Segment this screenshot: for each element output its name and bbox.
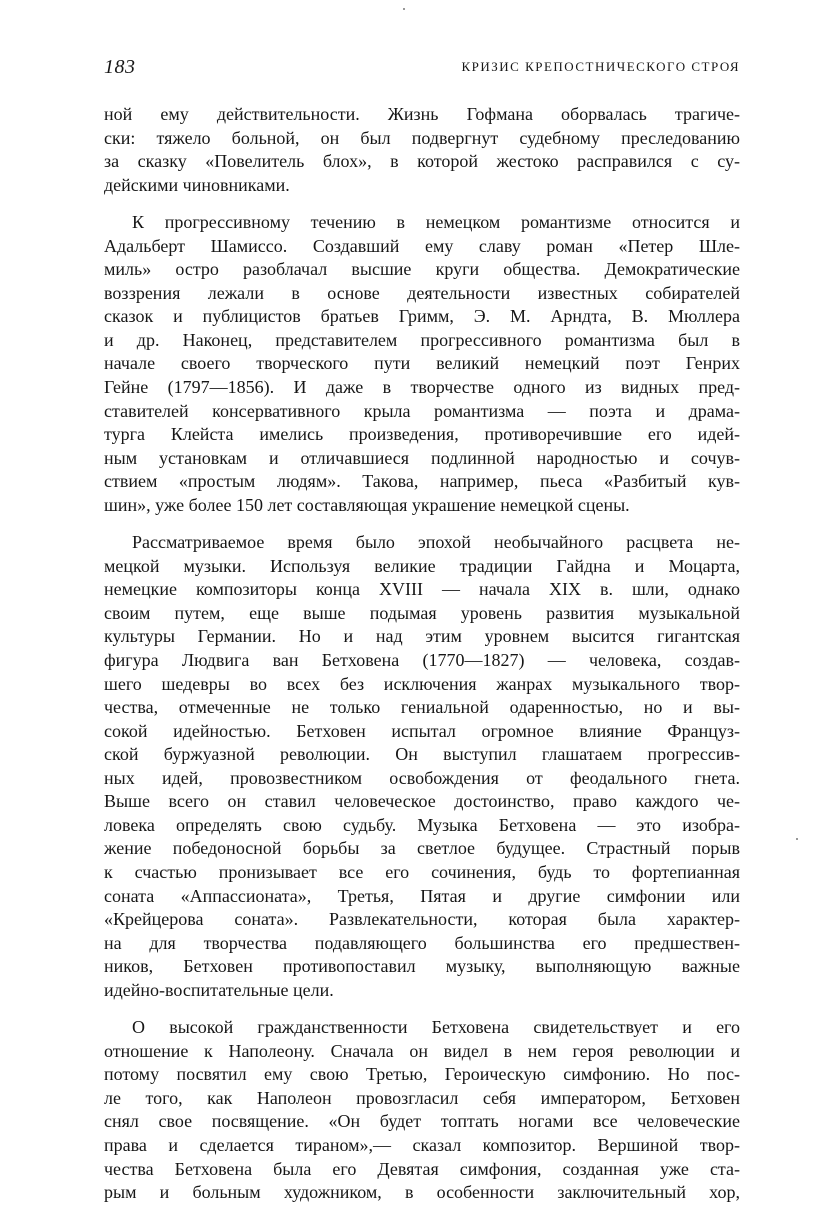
text-line: ной ему действительности. Жизнь Гофмана оборвалась трагиче- xyxy=(104,104,740,124)
text-line: идейно-воспитательные цели. xyxy=(104,979,334,1000)
text-line: ловека определять свою судьбу. Музыка Бетховена — это изобра- xyxy=(104,814,740,835)
text-line: шин», уже более 150 лет составляющая украшение немецкой сцены. xyxy=(104,494,630,515)
text-line: соната «Аппассионата», Третья, Пятая и другие симфонии или xyxy=(104,885,740,906)
text-line: и др. Наконец, представителем прогрессивного романтизма был в xyxy=(104,329,740,350)
text-line: К прогрессивному течению в немецком романтизме относится и xyxy=(132,212,740,233)
text-line: дейскими чиновниками. xyxy=(104,174,290,195)
text-line: снял свое посвящение. «Он будет топтать ногами все человеческие xyxy=(104,1111,740,1132)
text-line: потому посвятил ему свою Третью, Героическую симфонию. Но пос- xyxy=(104,1064,740,1085)
text-line: ле того, как Наполеон провозгласил себя императором, Бетховен xyxy=(104,1087,740,1108)
text-line: ской буржуазной революции. Он выступил глашатаем прогрессив- xyxy=(104,744,740,765)
text-line: воззрения лежали в основе деятельности известных собирателей xyxy=(104,282,740,303)
paragraph xyxy=(104,103,740,197)
scan-speck xyxy=(796,838,798,840)
text-line: Гейне (1797—1856). И даже в творчестве одного из видных пред- xyxy=(104,377,740,398)
text-line: сказок и публицистов братьев Гримм, Э. М. Арндта, В. Мюллера xyxy=(104,306,740,327)
text-line: рым и больным художником, в особенности заключительный хор, xyxy=(104,1182,740,1203)
text-line: мецкой музыки. Используя великие традиции Гайдна и Моцарта, xyxy=(104,555,740,576)
running-head xyxy=(104,56,740,80)
text-line: миль» остро разоблачал высшие круги общества. Демократические xyxy=(104,259,740,280)
text-line: чества Бетховена была его Девятая симфония, созданная уже ста- xyxy=(104,1158,740,1179)
paragraph-gap xyxy=(104,197,740,211)
text-line: культуры Германии. Но и над этим уровнем высится гигантская xyxy=(104,626,740,647)
text-line: ным установкам и отличавшиеся подлинной народностью и сочув- xyxy=(104,447,740,468)
text-line: права и сделается тираном»,— сказал композитор. Вершиной твор- xyxy=(104,1134,740,1155)
text-line: отношение к Наполеону. Сначала он видел в нем героя революции и xyxy=(104,1040,740,1061)
text-line: за сказку «Повелитель блох», в которой жестоко расправился с су- xyxy=(104,151,740,172)
text-line: турга Клейста имелись произведения, противоречившие его идей- xyxy=(104,424,740,445)
body-text xyxy=(104,103,740,1205)
scan-speck xyxy=(403,8,405,10)
text-line: своим путем, еще выше подымая уровень развития музыкальной xyxy=(104,602,740,623)
text-line: к счастью пронизывает все его сочинения, будь то фортепианная xyxy=(104,861,740,882)
text-line: ников, Бетховен противопоставил музыку, выполняющую важные xyxy=(104,956,740,977)
text-line: О высокой гражданственности Бетховена свидетельствует и его xyxy=(132,1017,740,1038)
text-line: «Крейцерова соната». Развлекательности, которая была характер- xyxy=(104,909,740,930)
text-line: сокой идейностью. Бетховен испытал огромное влияние Француз- xyxy=(104,720,740,741)
paragraph xyxy=(104,531,740,1002)
text-line: на для творчества подавляющего большинства его предшествен- xyxy=(104,932,740,953)
running-title: КРИЗИС КРЕПОСТНИЧЕСКОГО СТРОЯ xyxy=(461,59,740,74)
paragraph-gap xyxy=(104,1002,740,1016)
page-number: 183 xyxy=(104,56,136,78)
text-line: жение победоносной борьбы за светлое будущее. Страстный порыв xyxy=(104,838,740,859)
text-line: Рассматриваемое время было эпохой необычайного расцвета не- xyxy=(132,532,740,553)
text-line: ставителей консервативного крыла романтизма — поэта и драма- xyxy=(104,400,740,421)
text-line: Выше всего он ставил человеческое достоинство, право каждого че- xyxy=(104,791,740,812)
text-line: ски: тяжело больной, он был подвергнут судебному преследованию xyxy=(104,127,740,148)
paragraph-gap xyxy=(104,517,740,531)
text-line: Адальберт Шамиссо. Создавший ему славу роман «Петер Шле- xyxy=(104,235,740,256)
text-line: немецкие композиторы конца XVIII — начала XIX в. шли, однако xyxy=(104,579,740,600)
text-line: фигура Людвига ван Бетховена (1770—1827) — человека, создав- xyxy=(104,650,740,671)
paragraph xyxy=(104,1016,740,1204)
paragraph xyxy=(104,211,740,517)
text-line: ствием «простым людям». Такова, например, пьеса «Разбитый кув- xyxy=(104,471,740,492)
text-line: чества, отмеченные не только гениальной одаренностью, но и вы- xyxy=(104,697,740,718)
text-line: шего шедевры во всех без исключения жанрах музыкального твор- xyxy=(104,673,740,694)
text-line: ных идей, провозвестником освобождения от феодального гнета. xyxy=(104,767,740,788)
text-line: начале своего творческого пути великий немецкий поэт Генрих xyxy=(104,353,740,374)
